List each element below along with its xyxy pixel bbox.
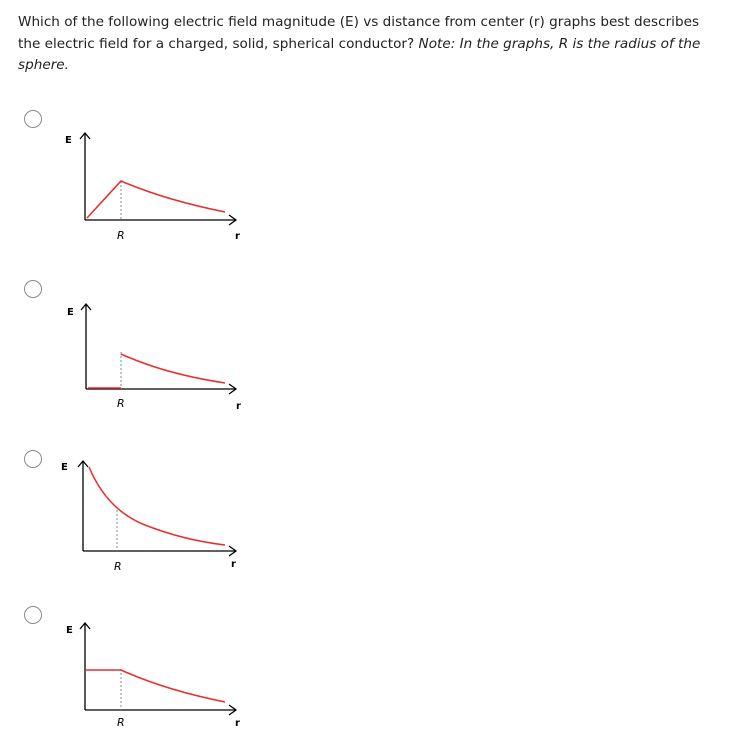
y-axis-label: E xyxy=(65,135,72,146)
radius-label: R xyxy=(117,229,125,242)
x-axis-label: r xyxy=(235,231,240,242)
option-1-radio[interactable] xyxy=(24,110,42,128)
field-curve-outside xyxy=(121,354,225,383)
question-prompt: Which of the following electric field magnitude (E) vs distance from center (r) graphs best describes the electric field for a charged, solid, spherical conductor? xyxy=(18,14,700,52)
x-axis-label: r xyxy=(235,718,240,729)
field-curve xyxy=(87,181,225,218)
question-note: Note: In the graphs, R is the radius of the sphere. xyxy=(18,35,701,73)
option-2-radio[interactable] xyxy=(24,280,42,298)
option-1-graph xyxy=(55,128,255,246)
option-3-radio[interactable] xyxy=(24,450,42,468)
y-axis-label: E xyxy=(67,307,74,318)
option-4-graph xyxy=(55,618,255,736)
question-text xyxy=(18,12,708,77)
radius-label: R xyxy=(117,716,125,729)
radius-label: R xyxy=(117,397,125,410)
x-axis-label: r xyxy=(236,401,241,412)
option-3-graph xyxy=(55,455,255,577)
x-axis-label: r xyxy=(231,559,236,570)
y-axis-label: E xyxy=(66,625,73,636)
field-curve xyxy=(86,670,225,702)
radius-label: R xyxy=(114,560,122,573)
option-2-graph xyxy=(55,296,255,414)
y-axis-label: E xyxy=(61,462,68,473)
option-4-radio[interactable] xyxy=(24,606,42,624)
field-curve xyxy=(89,467,225,545)
